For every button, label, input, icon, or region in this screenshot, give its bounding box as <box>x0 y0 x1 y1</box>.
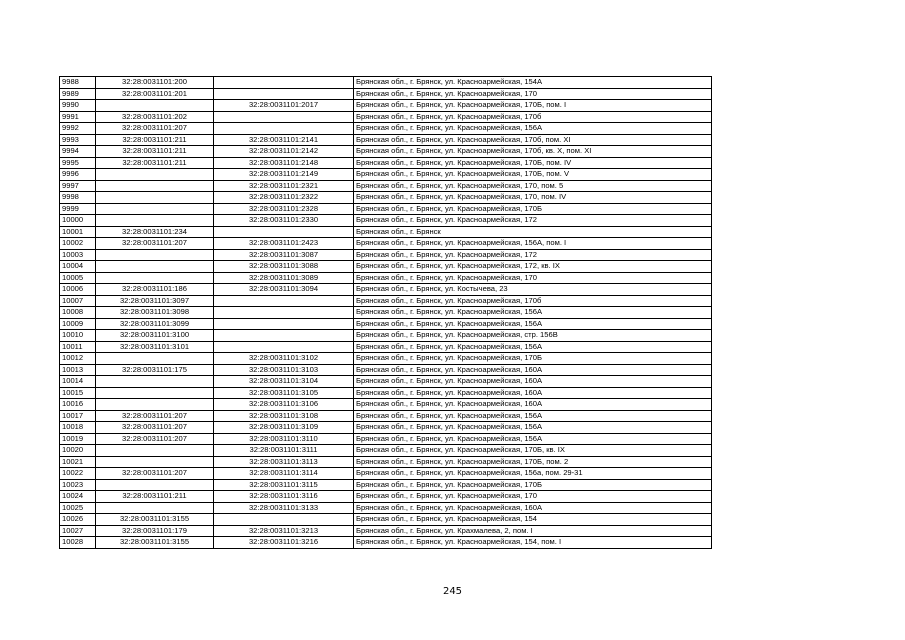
parent-cadastral-number-cell <box>96 445 214 457</box>
table-row <box>60 203 712 215</box>
address-cell: Брянская обл., г. Брянск, ул. Красноармейская, 170, пом. 5 <box>354 180 712 192</box>
row-number-cell: 10020 <box>60 445 96 457</box>
object-cadastral-number-cell: 32:28:0031101:3089 <box>214 272 354 284</box>
address-cell: Брянская обл., г. Брянск, ул. Красноармейская, 170Б, кв. IX <box>354 445 712 457</box>
row-number-cell: 9998 <box>60 192 96 204</box>
object-cadastral-number-cell: 32:28:0031101:2321 <box>214 180 354 192</box>
address-cell: Брянская обл., г. Брянск, ул. Красноармейская, 172, кв. IX <box>354 261 712 273</box>
parent-cadastral-number-cell <box>96 272 214 284</box>
parent-cadastral-number-cell: 32:28:0031101:3155 <box>96 514 214 526</box>
object-cadastral-number-cell <box>214 226 354 238</box>
address-cell: Брянская обл., г. Брянск, ул. Красноармейская, 160А <box>354 387 712 399</box>
address-cell: Брянская обл., г. Брянск, ул. Красноармейская, 160А <box>354 502 712 514</box>
parent-cadastral-number-cell: 32:28:0031101:3098 <box>96 307 214 319</box>
row-number-cell: 10006 <box>60 284 96 296</box>
row-number-cell: 10026 <box>60 514 96 526</box>
table-row <box>60 341 712 353</box>
table-row <box>60 123 712 135</box>
parent-cadastral-number-cell <box>96 502 214 514</box>
table-row <box>60 410 712 422</box>
parent-cadastral-number-cell: 32:28:0031101:175 <box>96 364 214 376</box>
table-row <box>60 525 712 537</box>
address-cell: Брянская обл., г. Брянск, ул. Красноармейская, 154, пом. I <box>354 537 712 549</box>
row-number-cell: 10010 <box>60 330 96 342</box>
address-cell: Брянская обл., г. Брянск, ул. Красноармейская, 154 <box>354 514 712 526</box>
parent-cadastral-number-cell: 32:28:0031101:211 <box>96 134 214 146</box>
object-cadastral-number-cell: 32:28:0031101:3106 <box>214 399 354 411</box>
table-row <box>60 88 712 100</box>
table-row <box>60 100 712 112</box>
address-cell: Брянская обл., г. Брянск, ул. Крахмалева, 2, пом. I <box>354 525 712 537</box>
table-row <box>60 387 712 399</box>
row-number-cell: 9994 <box>60 146 96 158</box>
parent-cadastral-number-cell <box>96 399 214 411</box>
object-cadastral-number-cell: 32:28:0031101:3116 <box>214 491 354 503</box>
object-cadastral-number-cell: 32:28:0031101:3115 <box>214 479 354 491</box>
parent-cadastral-number-cell <box>96 261 214 273</box>
object-cadastral-number-cell: 32:28:0031101:3102 <box>214 353 354 365</box>
address-cell: Брянская обл., г. Брянск, ул. Красноармейская, 170б, пом. XI <box>354 134 712 146</box>
parent-cadastral-number-cell: 32:28:0031101:3101 <box>96 341 214 353</box>
row-number-cell: 9992 <box>60 123 96 135</box>
row-number-cell: 10016 <box>60 399 96 411</box>
row-number-cell: 10022 <box>60 468 96 480</box>
object-cadastral-number-cell: 32:28:0031101:2322 <box>214 192 354 204</box>
parent-cadastral-number-cell: 32:28:0031101:3097 <box>96 295 214 307</box>
object-cadastral-number-cell <box>214 330 354 342</box>
table-row <box>60 422 712 434</box>
parent-cadastral-number-cell: 32:28:0031101:207 <box>96 422 214 434</box>
object-cadastral-number-cell <box>214 88 354 100</box>
object-cadastral-number-cell: 32:28:0031101:2330 <box>214 215 354 227</box>
object-cadastral-number-cell: 32:28:0031101:3216 <box>214 537 354 549</box>
object-cadastral-number-cell: 32:28:0031101:2328 <box>214 203 354 215</box>
object-cadastral-number-cell: 32:28:0031101:3088 <box>214 261 354 273</box>
table-row <box>60 192 712 204</box>
address-cell: Брянская обл., г. Брянск, ул. Красноармейская, 160А <box>354 376 712 388</box>
row-number-cell: 10001 <box>60 226 96 238</box>
object-cadastral-number-cell <box>214 341 354 353</box>
row-number-cell: 9997 <box>60 180 96 192</box>
row-number-cell: 10009 <box>60 318 96 330</box>
object-cadastral-number-cell: 32:28:0031101:2149 <box>214 169 354 181</box>
table-row <box>60 479 712 491</box>
table-row <box>60 249 712 261</box>
object-cadastral-number-cell: 32:28:0031101:3103 <box>214 364 354 376</box>
row-number-cell: 10011 <box>60 341 96 353</box>
parent-cadastral-number-cell <box>96 387 214 399</box>
parent-cadastral-number-cell: 32:28:0031101:3099 <box>96 318 214 330</box>
address-cell: Брянская обл., г. Брянск, ул. Красноармейская, 156А <box>354 422 712 434</box>
object-cadastral-number-cell: 32:28:0031101:3105 <box>214 387 354 399</box>
row-number-cell: 9996 <box>60 169 96 181</box>
row-number-cell: 10019 <box>60 433 96 445</box>
parent-cadastral-number-cell: 32:28:0031101:211 <box>96 491 214 503</box>
table-row <box>60 215 712 227</box>
row-number-cell: 10002 <box>60 238 96 250</box>
page-number: 245 <box>442 586 463 597</box>
object-cadastral-number-cell: 32:28:0031101:3113 <box>214 456 354 468</box>
parent-cadastral-number-cell: 32:28:0031101:201 <box>96 88 214 100</box>
row-number-cell: 10005 <box>60 272 96 284</box>
table-row <box>60 146 712 158</box>
object-cadastral-number-cell: 32:28:0031101:3104 <box>214 376 354 388</box>
object-cadastral-number-cell: 32:28:0031101:2423 <box>214 238 354 250</box>
object-cadastral-number-cell: 32:28:0031101:3111 <box>214 445 354 457</box>
parent-cadastral-number-cell: 32:28:0031101:207 <box>96 238 214 250</box>
row-number-cell: 10028 <box>60 537 96 549</box>
table-row <box>60 284 712 296</box>
object-cadastral-number-cell: 32:28:0031101:3133 <box>214 502 354 514</box>
parent-cadastral-number-cell <box>96 169 214 181</box>
parent-cadastral-number-cell <box>96 353 214 365</box>
row-number-cell: 10015 <box>60 387 96 399</box>
parent-cadastral-number-cell: 32:28:0031101:211 <box>96 157 214 169</box>
object-cadastral-number-cell <box>214 514 354 526</box>
row-number-cell: 10013 <box>60 364 96 376</box>
registry-table-body <box>60 77 712 549</box>
address-cell: Брянская обл., г. Брянск, ул. Красноармейская, 156А <box>354 307 712 319</box>
object-cadastral-number-cell <box>214 123 354 135</box>
row-number-cell: 9991 <box>60 111 96 123</box>
address-cell: Брянская обл., г. Брянск, ул. Красноармейская, 160А <box>354 364 712 376</box>
object-cadastral-number-cell: 32:28:0031101:3109 <box>214 422 354 434</box>
table-row <box>60 169 712 181</box>
row-number-cell: 10024 <box>60 491 96 503</box>
address-cell: Брянская обл., г. Брянск, ул. Красноармейская, 170б, кв. X, пом. XI <box>354 146 712 158</box>
address-cell: Брянская обл., г. Брянск, ул. Красноармейская, 156А <box>354 318 712 330</box>
row-number-cell: 9993 <box>60 134 96 146</box>
row-number-cell: 10012 <box>60 353 96 365</box>
parent-cadastral-number-cell <box>96 100 214 112</box>
address-cell: Брянская обл., г. Брянск, ул. Красноармейская, 170, пом. IV <box>354 192 712 204</box>
address-cell: Брянская обл., г. Брянск, ул. Красноармейская, 160А <box>354 399 712 411</box>
address-cell: Брянская обл., г. Брянск, ул. Красноармейская, 170Б, пом. I <box>354 100 712 112</box>
table-row <box>60 399 712 411</box>
row-number-cell: 10007 <box>60 295 96 307</box>
table-row <box>60 238 712 250</box>
address-cell: Брянская обл., г. Брянск, ул. Красноармейская, 170Б, пом. IV <box>354 157 712 169</box>
parent-cadastral-number-cell: 32:28:0031101:211 <box>96 146 214 158</box>
row-number-cell: 10018 <box>60 422 96 434</box>
address-cell: Брянская обл., г. Брянск, ул. Красноармейская, 156А <box>354 123 712 135</box>
parent-cadastral-number-cell <box>96 249 214 261</box>
table-row <box>60 272 712 284</box>
table-row <box>60 307 712 319</box>
table-row <box>60 111 712 123</box>
parent-cadastral-number-cell: 32:28:0031101:3100 <box>96 330 214 342</box>
object-cadastral-number-cell <box>214 77 354 89</box>
object-cadastral-number-cell: 32:28:0031101:2142 <box>214 146 354 158</box>
table-row <box>60 456 712 468</box>
object-cadastral-number-cell <box>214 295 354 307</box>
address-cell: Брянская обл., г. Брянск, ул. Красноармейская, 170Б <box>354 203 712 215</box>
address-cell: Брянская обл., г. Брянск, ул. Красноармейская, стр. 156В <box>354 330 712 342</box>
object-cadastral-number-cell: 32:28:0031101:3094 <box>214 284 354 296</box>
address-cell: Брянская обл., г. Брянск, ул. Красноармейская, 172 <box>354 215 712 227</box>
row-number-cell: 10021 <box>60 456 96 468</box>
address-cell: Брянская обл., г. Брянск, ул. Красноармейская, 170 <box>354 491 712 503</box>
parent-cadastral-number-cell: 32:28:0031101:207 <box>96 468 214 480</box>
table-row <box>60 445 712 457</box>
table-row <box>60 295 712 307</box>
row-number-cell: 10008 <box>60 307 96 319</box>
address-cell: Брянская обл., г. Брянск, ул. Красноармейская, 170б <box>354 295 712 307</box>
address-cell: Брянская обл., г. Брянск, ул. Красноармейская, 172 <box>354 249 712 261</box>
object-cadastral-number-cell: 32:28:0031101:2148 <box>214 157 354 169</box>
row-number-cell: 9989 <box>60 88 96 100</box>
address-cell: Брянская обл., г. Брянск <box>354 226 712 238</box>
address-cell: Брянская обл., г. Брянск, ул. Красноармейская, 170Б, пом. V <box>354 169 712 181</box>
parent-cadastral-number-cell <box>96 180 214 192</box>
table-row <box>60 364 712 376</box>
address-cell: Брянская обл., г. Брянск, ул. Костычева, 23 <box>354 284 712 296</box>
row-number-cell: 10003 <box>60 249 96 261</box>
table-row <box>60 491 712 503</box>
table-row <box>60 318 712 330</box>
address-cell: Брянская обл., г. Брянск, ул. Красноармейская, 156а, пом. 29-31 <box>354 468 712 480</box>
object-cadastral-number-cell: 32:28:0031101:2141 <box>214 134 354 146</box>
parent-cadastral-number-cell: 32:28:0031101:234 <box>96 226 214 238</box>
address-cell: Брянская обл., г. Брянск, ул. Красноармейская, 170Б <box>354 479 712 491</box>
row-number-cell: 10025 <box>60 502 96 514</box>
parent-cadastral-number-cell <box>96 215 214 227</box>
table-row <box>60 330 712 342</box>
row-number-cell: 10004 <box>60 261 96 273</box>
parent-cadastral-number-cell: 32:28:0031101:207 <box>96 410 214 422</box>
table-row <box>60 514 712 526</box>
table-row <box>60 157 712 169</box>
row-number-cell: 10027 <box>60 525 96 537</box>
table-row <box>60 134 712 146</box>
address-cell: Брянская обл., г. Брянск, ул. Красноармейская, 170Б, пом. 2 <box>354 456 712 468</box>
parent-cadastral-number-cell <box>96 456 214 468</box>
table-row <box>60 537 712 549</box>
row-number-cell: 9999 <box>60 203 96 215</box>
object-cadastral-number-cell <box>214 318 354 330</box>
table-row <box>60 353 712 365</box>
table-row <box>60 261 712 273</box>
object-cadastral-number-cell: 32:28:0031101:3110 <box>214 433 354 445</box>
parent-cadastral-number-cell <box>96 479 214 491</box>
object-cadastral-number-cell: 32:28:0031101:3087 <box>214 249 354 261</box>
registry-table <box>59 76 712 549</box>
table-row <box>60 502 712 514</box>
parent-cadastral-number-cell: 32:28:0031101:200 <box>96 77 214 89</box>
object-cadastral-number-cell: 32:28:0031101:2017 <box>214 100 354 112</box>
table-row <box>60 376 712 388</box>
row-number-cell: 10014 <box>60 376 96 388</box>
parent-cadastral-number-cell: 32:28:0031101:3155 <box>96 537 214 549</box>
row-number-cell: 9988 <box>60 77 96 89</box>
parent-cadastral-number-cell: 32:28:0031101:179 <box>96 525 214 537</box>
parent-cadastral-number-cell: 32:28:0031101:207 <box>96 123 214 135</box>
row-number-cell: 9995 <box>60 157 96 169</box>
table-row <box>60 433 712 445</box>
row-number-cell: 10017 <box>60 410 96 422</box>
row-number-cell: 10023 <box>60 479 96 491</box>
address-cell: Брянская обл., г. Брянск, ул. Красноармейская, 170б <box>354 111 712 123</box>
address-cell: Брянская обл., г. Брянск, ул. Красноармейская, 170 <box>354 88 712 100</box>
object-cadastral-number-cell <box>214 307 354 319</box>
object-cadastral-number-cell: 32:28:0031101:3213 <box>214 525 354 537</box>
parent-cadastral-number-cell <box>96 376 214 388</box>
row-number-cell: 10000 <box>60 215 96 227</box>
parent-cadastral-number-cell <box>96 203 214 215</box>
parent-cadastral-number-cell: 32:28:0031101:202 <box>96 111 214 123</box>
table-row <box>60 180 712 192</box>
address-cell: Брянская обл., г. Брянск, ул. Красноармейская, 156А <box>354 341 712 353</box>
parent-cadastral-number-cell: 32:28:0031101:186 <box>96 284 214 296</box>
parent-cadastral-number-cell <box>96 192 214 204</box>
row-number-cell: 9990 <box>60 100 96 112</box>
address-cell: Брянская обл., г. Брянск, ул. Красноармейская, 156А <box>354 410 712 422</box>
object-cadastral-number-cell: 32:28:0031101:3108 <box>214 410 354 422</box>
parent-cadastral-number-cell: 32:28:0031101:207 <box>96 433 214 445</box>
object-cadastral-number-cell <box>214 111 354 123</box>
table-row <box>60 468 712 480</box>
address-cell: Брянская обл., г. Брянск, ул. Красноармейская, 154А <box>354 77 712 89</box>
address-cell: Брянская обл., г. Брянск, ул. Красноармейская, 156А, пом. I <box>354 238 712 250</box>
address-cell: Брянская обл., г. Брянск, ул. Красноармейская, 156А <box>354 433 712 445</box>
table-row <box>60 226 712 238</box>
table-row <box>60 77 712 89</box>
address-cell: Брянская обл., г. Брянск, ул. Красноармейская, 170Б <box>354 353 712 365</box>
object-cadastral-number-cell: 32:28:0031101:3114 <box>214 468 354 480</box>
address-cell: Брянская обл., г. Брянск, ул. Красноармейская, 170 <box>354 272 712 284</box>
